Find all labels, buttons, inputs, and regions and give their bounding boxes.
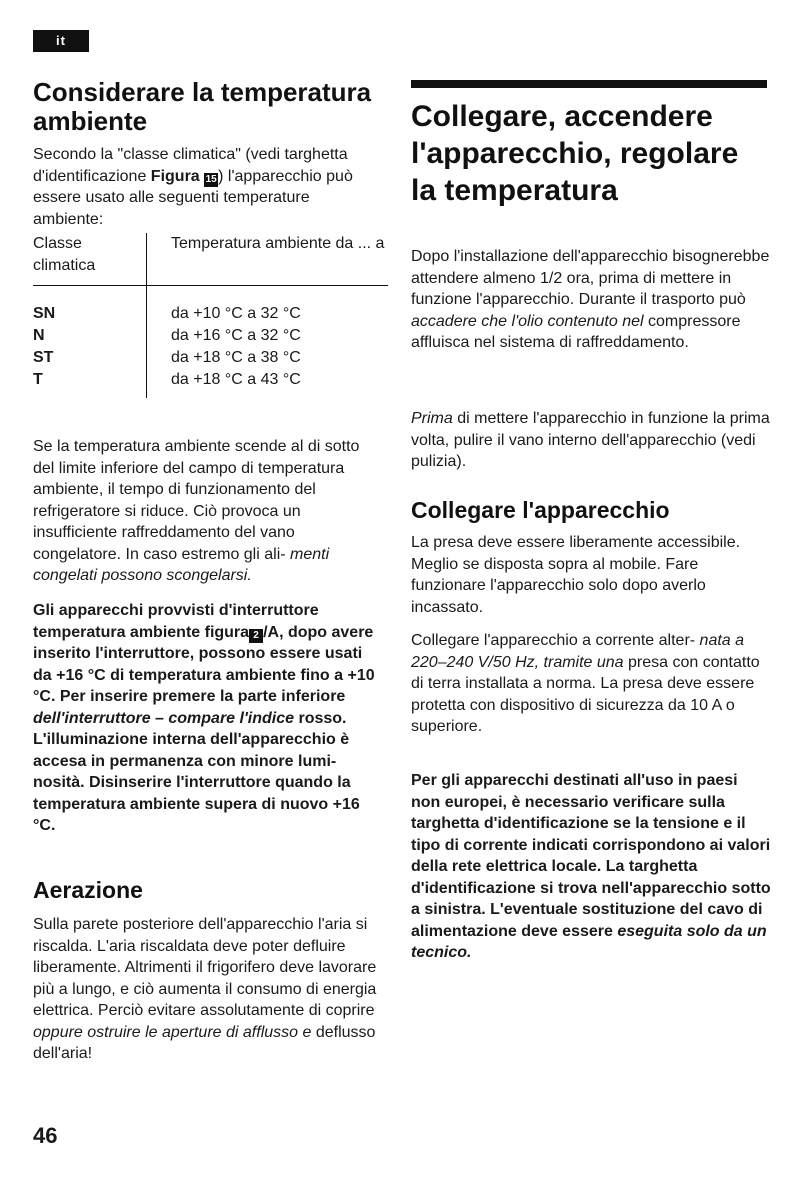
table-header-class: Classe climatica [33, 235, 96, 274]
power-paragraph: Collegare l'apparecchio a corrente alter- nata a 220–240 V/50 Hz, tramite una presa con contatto di terra installata a norma. La presa deve essere protetta con dispositivo di sicurezza da 10 A o superiore. [411, 632, 760, 735]
page-number: 46 [33, 1123, 58, 1148]
section-rule [411, 80, 767, 88]
language-tag: it [33, 30, 89, 52]
table-row: SN da +10 °C a 32 °C [33, 305, 301, 322]
intro-paragraph: Secondo la "classe climatica" (vedi targhetta d'identificazione Figura 15) l'apparecchio può essere usato alle seguenti temperature ambiente: [33, 146, 353, 228]
table-row: T da +18 °C a 43 °C [33, 371, 301, 388]
installation-wait-paragraph: Dopo l'installazione dell'apparecchio bisognerebbe attendere almeno 1/2 ora, prima di mettere in funzione l'apparecchio. Durante il trasporto può accadere che l'olio contenuto nel compressore affluisca nel sistema di raffreddamento. [411, 248, 770, 351]
figure-ref-icon: 15 [205, 173, 217, 185]
temperature-warning-paragraph: Se la temperatura ambiente scende al di sotto del limite inferiore del campo di temperatura ambiente, il tempo di funzionamento del refrigeratore si riduce. Ciò provoca un insufficiente raffreddamento del vano congelatore. In caso estremo gli ali- menti congelati possono scongelarsi. [33, 438, 360, 584]
socket-paragraph: La presa deve essere liberamente accessibile. Meglio se disposta sopra al mobile. Fare funzionare l'apparecchio solo dopo averlo incassato. [411, 534, 741, 616]
switch-instructions-paragraph: Gli apparecchi provvisti d'interruttore temperatura ambiente figura 2 /A, dopo avere inserito l'interruttore, possono essere usati da +16 °C di temperatura ambiente fino a +10 °C. Per inserire premere la parte inferiore dell'interruttore – compare l'indice rosso. L'illuminazione interna dell'apparecchio è accesa in permanenza con minore lumi- nosità. Disinserire l'interruttore quando la temperatura ambiente supera di nuovo +16 °C. [33, 602, 375, 834]
heading-connect-appliance: Collegare l'apparecchio [411, 497, 670, 523]
table-divider-horizontal [33, 285, 388, 286]
heading-ventilation: Aerazione [33, 877, 143, 903]
cleaning-paragraph: Prima di mettere l'apparecchio in funzione la prima volta, pulire il vano interno dell'apparecchio (vedi pulizia). [411, 410, 770, 470]
table-header-temperature: Temperatura ambiente da ... a [171, 235, 385, 252]
figure-ref-icon: 2 [249, 629, 263, 643]
table-row: ST da +18 °C a 38 °C [33, 349, 301, 366]
heading-connect-switch-on: Collegare, accendere l'apparecchio, regolare la temperatura [411, 100, 739, 207]
heading-ambient-temperature: Considerare la temperatura ambiente [33, 77, 372, 136]
non-european-warning-paragraph: Per gli apparecchi destinati all'uso in paesi non europei, è necessario verificare sulla targhetta d'identificazione se la tensione e il tipo di corrente indicati corrispondono ai valori della rete elettrica locale. La targhetta d'identificazione si trova nell'apparecchio sotto a sinistra. L'eventuale sostituzione del cavo di alimentazione deve essere eseguita solo da un tecnico. [411, 772, 771, 961]
table-row: N da +16 °C a 32 °C [33, 327, 301, 344]
ventilation-paragraph: Sulla parete posteriore dell'apparecchio l'aria si riscalda. L'aria riscaldata deve poter defluire liberamente. Altrimenti il frigorifero deve lavorare più a lungo, e ciò aumenta il consumo di energia elettrica. Perciò evitare assolutamente di coprire oppure ostruire le aperture di afflusso e deflusso dell'aria! [33, 916, 377, 1062]
